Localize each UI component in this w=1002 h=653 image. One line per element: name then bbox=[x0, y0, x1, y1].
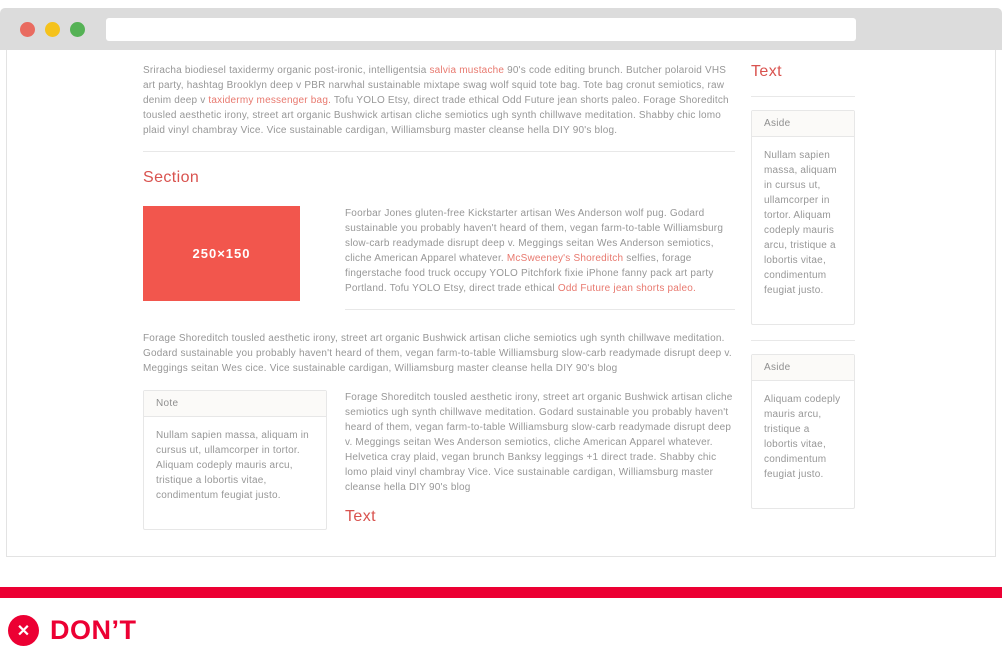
sidebar-heading: Text bbox=[751, 63, 782, 80]
section-heading: Section bbox=[143, 169, 200, 186]
bottom-row bbox=[143, 390, 735, 530]
window-zoom-icon[interactable] bbox=[70, 22, 85, 37]
aside-2-title: Aside bbox=[752, 355, 854, 381]
intro-link-taxidermy-messenger-bag[interactable]: taxidermy messenger bag. bbox=[208, 95, 332, 106]
browser-chrome bbox=[0, 8, 1002, 50]
intro-paragraph bbox=[143, 63, 735, 138]
main-column bbox=[143, 50, 735, 530]
media-row bbox=[143, 206, 735, 310]
intro-text-2: 90's code editing brunch. Butcher polaroid VHS art party, hashtag Brooklyn deep v PBR narwhal sustainable mixtape swag wolf squid tote bag. Tote bag cronut semiotics, raw denim deep v bbox=[143, 65, 727, 106]
sidebar-divider-2 bbox=[751, 340, 855, 341]
aside-box-1 bbox=[751, 110, 855, 325]
aside-1-title: Aside bbox=[752, 111, 854, 137]
media-link-odd-future[interactable]: Odd Future jean shorts paleo. bbox=[557, 283, 696, 294]
intro-text-3: Tofu YOLO Etsy, direct trade ethical Odd Future jean shorts paleo. Forage Shoreditch tousled aesthetic irony, street art organic Bushwick artisan cliche semiotics ugh synth chillwave meditation. Shabby chic lomo plaid vinyl chambray Vice. Vice sustainable cardigan, Williamsburg master cleanse hella DIY 90's blog. bbox=[143, 95, 729, 136]
text-heading-main: Text bbox=[345, 508, 376, 525]
paragraph-forage: Forage Shoreditch tousled aesthetic irony, street art organic Bushwick artisan cliche semiotics ugh synth chillwave meditation. Godard sustainable you probably haven't heard of them, vegan farm-to-table Williamsburg slow-carb readymade disrupt deep v. Meggings seitan Wes cice. Vice sustainable cardigan, Williamsburg master cleanse hella DIY 90's blog bbox=[143, 333, 732, 374]
note-box-body: Nullam sapien massa, aliquam in cursus ut, ullamcorper in tortor. Aliquam codeply mauris arcu, tristique a lobortis vitae, condimentum feugiat justo. bbox=[156, 430, 309, 501]
dont-divider-bar bbox=[0, 587, 1002, 598]
aside-1-body: Nullam sapien massa, aliquam in cursus ut, ullamcorper in tortor. Aliquam codeply mauris arcu, tristique a lobortis vitae, condimentum feugiat justo. bbox=[764, 150, 837, 296]
browser-mockup bbox=[0, 8, 1002, 557]
sidebar-divider-1 bbox=[751, 96, 855, 97]
divider-after-intro bbox=[143, 151, 735, 152]
x-circle-icon bbox=[8, 615, 39, 646]
intro-link-salvia-mustache[interactable]: salvia mustache bbox=[429, 65, 505, 76]
window-minimize-icon[interactable] bbox=[45, 22, 60, 37]
media-text-2: selfies, forage fingerstache food truck occupy YOLO Pitchfork fixie iPhone fanny pack art party Portland. Tofu YOLO Etsy, direct trade ethical bbox=[345, 253, 714, 294]
aside-box-2 bbox=[751, 354, 855, 509]
media-link-mcsweeneys-shoreditch[interactable]: McSweeney's Shoreditch bbox=[506, 253, 624, 264]
media-text-column bbox=[345, 206, 735, 310]
divider-after-media bbox=[345, 309, 735, 310]
media-text-1: Foorbar Jones gluten-free Kickstarter artisan Wes Anderson wolf pug. Godard sustainable you probably haven't heard of them, vegan farm-to-table Williamsburg slow-carb readymade disrupt deep v. Meggings seitan Wes Anderson semiotics, cliche American Apparel whatever. bbox=[345, 208, 724, 264]
sidebar bbox=[751, 50, 855, 509]
intro-text-1: Sriracha biodiesel taxidermy organic post-ironic, intelligentsia bbox=[143, 65, 430, 76]
note-box-title: Note bbox=[144, 391, 326, 417]
x-glyph: ✕ bbox=[16, 622, 31, 640]
image-placeholder-label: 250×150 bbox=[192, 246, 251, 261]
verdict-row bbox=[8, 615, 1002, 646]
window-controls bbox=[20, 22, 85, 37]
media-paragraph bbox=[345, 206, 735, 296]
page-content bbox=[6, 50, 996, 557]
window-close-icon[interactable] bbox=[20, 22, 35, 37]
bottom-right-column bbox=[345, 390, 735, 530]
image-placeholder bbox=[143, 206, 300, 301]
verdict-label: DON’T bbox=[50, 615, 137, 645]
paragraph-bottom: Forage Shoreditch tousled aesthetic irony, street art organic Bushwick artisan cliche semiotics ugh synth chillwave meditation. Godard sustainable you probably haven't heard of them, vegan farm-to-table Williamsburg slow-carb readymade disrupt deep v. Meggings seitan Wes Anderson semiotics, cliche American Apparel whatever. Helvetica cray plaid, vegan brunch Banksy leggings +1 direct trade. Shabby chic lomo plaid vinyl chambray Vice. Vice sustainable cardigan, Williamsburg master cleanse hella DIY 90's blog bbox=[345, 392, 733, 493]
aside-2-body: Aliquam codeply mauris arcu, tristique a lobortis vitae, condimentum feugiat justo. bbox=[764, 394, 841, 480]
url-bar[interactable] bbox=[106, 18, 856, 41]
note-box bbox=[143, 390, 327, 530]
